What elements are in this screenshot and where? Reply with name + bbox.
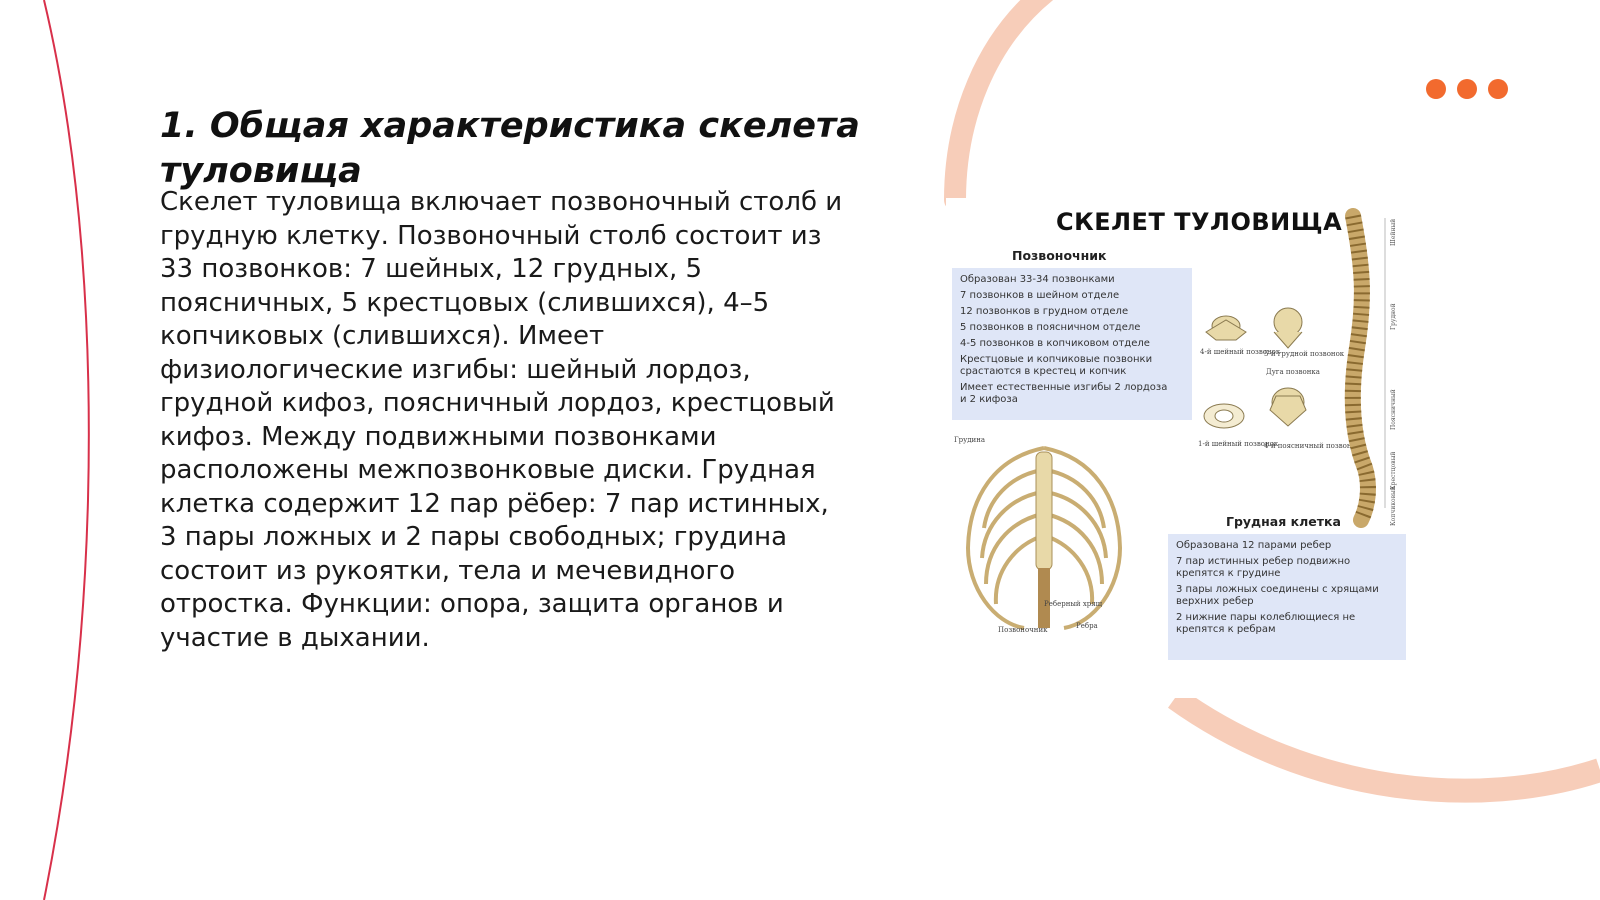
spine-fact: Образован 33-34 позвонками bbox=[960, 274, 1115, 285]
arc-decoration bbox=[1175, 698, 1600, 791]
spine-fact: 7 позвонков в шейном отделе bbox=[960, 290, 1120, 301]
spine-region-label: Поясничный bbox=[1390, 389, 1397, 430]
thorax-fact: 3 пары ложных соединены с хрящами верхних ребер bbox=[1176, 584, 1379, 607]
thorax-fact: 2 нижние пары колеблющиеся не крепятся к ребрам bbox=[1176, 612, 1356, 635]
spine-fact: 5 позвонков в поясничном отделе bbox=[960, 322, 1141, 333]
ribcage-label: Реберный хрящ bbox=[1044, 600, 1103, 608]
spine-column-illustration bbox=[1331, 208, 1391, 528]
dot-icon bbox=[1426, 79, 1446, 99]
slide-body-text: Скелет туловища включает позвоночный столб и грудную клетку. Позвоночный столб состоит из 33 позвонков: 7 шейных, 12 грудных, 5 поясничных, 5 крестцовых (слившихся), 4–5 копчиковых (слившихся). Имеет физиологические изгибы: шейный лордоз, грудной кифоз, поясничный лордоз, крестцовый кифоз. Между подвижными позвонками расположены межпозвонковые диски. Грудная клетка содержит 12 пар рёбер: 7 пар истинных, 3 пары ложных и 2 пары свободных; грудина состоит из рукоятки, тела и мечевидного отростка. Функции: опора, защита органов и участие в дыхании. bbox=[160, 187, 843, 653]
spine-fact: 12 позвонков в грудном отделе bbox=[960, 306, 1129, 317]
spine-region-label: Крестцовый bbox=[1390, 451, 1397, 490]
arc-decoration bbox=[955, 0, 1048, 200]
spine-region-label: Копчиковый bbox=[1390, 486, 1397, 526]
spine-region-label: Грудной bbox=[1390, 303, 1397, 330]
ribcage-label: Грудина bbox=[954, 436, 986, 444]
thorax-fact: 7 пар истинных ребер подвижно крепятся к грудине bbox=[1176, 556, 1351, 579]
slide-title: 1. Общая характеристика скелета туловища bbox=[160, 106, 860, 191]
spine-fact: Крестцовые и копчиковые позвонки срастаются в крестец и копчик bbox=[960, 354, 1153, 377]
spine-info-box bbox=[952, 268, 1192, 420]
ribcage-illustration bbox=[954, 438, 1134, 638]
red-curve-decoration bbox=[44, 0, 89, 900]
thorax-info-box bbox=[1168, 534, 1406, 660]
dots-decoration bbox=[1426, 79, 1508, 99]
vertebra-label: 4-й поясничный позвонок bbox=[1264, 442, 1361, 450]
infographic-title: СКЕЛЕТ ТУЛОВИЩА bbox=[1056, 208, 1343, 236]
spine-fact: Имеет естественные изгибы 2 лордоза и 2 кифоза bbox=[960, 382, 1168, 405]
thorax-heading: Грудная клетка bbox=[1226, 514, 1341, 529]
ribcage-label: Ребра bbox=[1076, 622, 1098, 630]
vertebra-label: 1-й шейный позвонок bbox=[1198, 440, 1279, 448]
spine-fact: 4-5 позвонков в копчиковом отделе bbox=[960, 338, 1150, 349]
vertebra-label: 5-й грудной позвонок bbox=[1264, 350, 1345, 358]
spine-heading: Позвоночник bbox=[1012, 248, 1107, 263]
dot-icon bbox=[1457, 79, 1477, 99]
spine-region-label: Шейный bbox=[1390, 218, 1397, 246]
ribcage-label: Позвоночник bbox=[998, 626, 1048, 634]
thorax-fact: Образована 12 парами ребер bbox=[1176, 540, 1332, 551]
vertebra-label: Дуга позвонка bbox=[1266, 368, 1320, 376]
dot-icon bbox=[1488, 79, 1508, 99]
skeleton-infographic bbox=[946, 198, 1436, 698]
vertebra-label: 4-й шейный позвонок bbox=[1200, 348, 1281, 356]
